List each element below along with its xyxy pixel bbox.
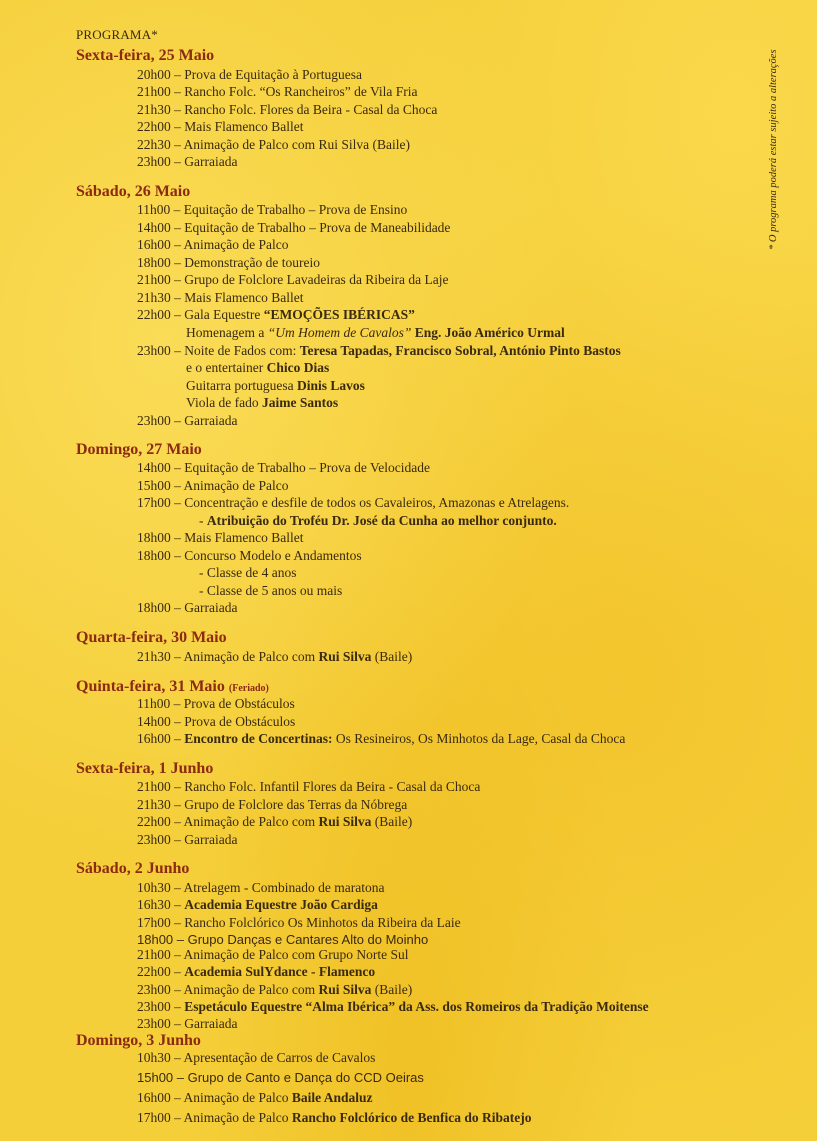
- event-line: 23h00 – Animação de Palco com Rui Silva (Baile): [137, 982, 413, 997]
- day-heading: Domingo, 27 Maio: [76, 441, 202, 458]
- day-heading: Sexta-feira, 1 Junho: [76, 760, 214, 777]
- event-line: 17h00 – Rancho Folclórico Os Minhotos da Ribeira da Laie: [137, 915, 461, 930]
- event-line: 20h00 – Prova de Equitação à Portuguesa: [137, 67, 362, 82]
- event-line: 22h00 – Gala Equestre “EMOÇÕES IBÉRICAS”: [137, 307, 415, 322]
- event-line: 18h00 – Demonstração de toureio: [137, 255, 320, 270]
- event-line: 15h00 – Grupo de Canto e Dança do CCD Oeiras: [137, 1070, 424, 1085]
- event-line: 18h00 – Grupo Danças e Cantares Alto do Moinho: [137, 932, 429, 947]
- event-line: 16h30 – Academia Equestre João Cardiga: [137, 897, 378, 912]
- event-line: 18h00 – Concurso Modelo e Andamentos: [137, 548, 362, 563]
- event-line: - Atribuição do Troféu Dr. José da Cunha ao melhor conjunto.: [199, 513, 557, 528]
- event-line: 16h00 – Animação de Palco: [137, 237, 289, 252]
- event-line: 17h00 – Concentração e desfile de todos os Cavaleiros, Amazonas e Atrelagens.: [137, 495, 570, 510]
- day-heading: Quinta-feira, 31 Maio (Feriado): [76, 678, 269, 695]
- event-line: 23h00 – Espetáculo Equestre “Alma Ibérica” da Ass. dos Romeiros da Tradição Moitense: [137, 999, 649, 1014]
- event-line: 18h00 – Garraiada: [137, 600, 238, 615]
- event-line: - Classe de 4 anos: [199, 565, 297, 580]
- event-line: 16h00 – Animação de Palco Baile Andaluz: [137, 1090, 373, 1105]
- event-line: 23h00 – Garraiada: [137, 832, 238, 847]
- event-line: 21h30 – Rancho Folc. Flores da Beira - Casal da Choca: [137, 102, 438, 117]
- event-line: 22h00 – Academia SulYdance - Flamenco: [137, 964, 376, 979]
- event-line: 21h00 – Rancho Folc. “Os Rancheiros” de Vila Fria: [137, 84, 418, 99]
- day-heading: Domingo, 3 Junho: [76, 1032, 201, 1049]
- event-line: 15h00 – Animação de Palco: [137, 478, 289, 493]
- event-line: 21h00 – Rancho Folc. Infantil Flores da Beira - Casal da Choca: [137, 779, 481, 794]
- event-line: 11h00 – Prova de Obstáculos: [137, 696, 295, 711]
- event-line: 22h00 – Animação de Palco com Rui Silva (Baile): [137, 814, 413, 829]
- event-line: 18h00 – Mais Flamenco Ballet: [137, 530, 304, 545]
- event-line: Guitarra portuguesa Dinis Lavos: [186, 378, 365, 393]
- event-line: 17h00 – Animação de Palco Rancho Folclórico de Benfica do Ribatejo: [137, 1110, 532, 1125]
- event-line: 10h30 – Atrelagem - Combinado de maratona: [137, 880, 385, 895]
- event-line: Viola de fado Jaime Santos: [186, 395, 339, 410]
- event-line: 14h00 – Equitação de Trabalho – Prova de Velocidade: [137, 460, 430, 475]
- event-line: 21h30 – Grupo de Folclore das Terras da Nóbrega: [137, 797, 408, 812]
- event-line: 16h00 – Encontro de Concertinas: Os Resineiros, Os Minhotos da Lage, Casal da Choca: [137, 731, 626, 746]
- event-line: 14h00 – Equitação de Trabalho – Prova de Maneabilidade: [137, 220, 451, 235]
- event-line: 10h30 – Apresentação de Carros de Cavalos: [137, 1050, 376, 1065]
- event-line: 21h00 – Grupo de Folclore Lavadeiras da Ribeira da Laje: [137, 272, 449, 287]
- event-line: 23h00 – Garraiada: [137, 1016, 238, 1031]
- event-line: 21h30 – Animação de Palco com Rui Silva (Baile): [137, 649, 413, 664]
- event-line: 22h00 – Mais Flamenco Ballet: [137, 119, 304, 134]
- event-line: 14h00 – Prova de Obstáculos: [137, 714, 296, 729]
- event-line: 23h00 – Noite de Fados com: Teresa Tapadas, Francisco Sobral, António Pinto Bastos: [137, 343, 621, 358]
- program-heading: PROGRAMA*: [76, 27, 158, 42]
- side-note: * O programa poderá estar sujeito a alterações: [768, 49, 779, 250]
- event-line: e o entertainer Chico Dias: [186, 360, 330, 375]
- event-line: 22h30 – Animação de Palco com Rui Silva (Baile): [137, 137, 410, 152]
- holiday-note: (Feriado): [228, 683, 269, 694]
- event-line: 11h00 – Equitação de Trabalho – Prova de Ensino: [137, 202, 408, 217]
- day-heading: Sábado, 26 Maio: [76, 183, 191, 200]
- day-heading: Sábado, 2 Junho: [76, 860, 190, 877]
- day-heading: Quarta-feira, 30 Maio: [76, 629, 227, 646]
- event-line: Homenagem a “Um Homem de Cavalos” Eng. João Américo Urmal: [186, 325, 565, 340]
- day-heading: Sexta-feira, 25 Maio: [76, 47, 215, 64]
- event-line: - Classe de 5 anos ou mais: [199, 583, 343, 598]
- event-line: 23h00 – Garraiada: [137, 154, 238, 169]
- event-line: 23h00 – Garraiada: [137, 413, 238, 428]
- event-line: 21h30 – Mais Flamenco Ballet: [137, 290, 304, 305]
- event-line: 21h00 – Animação de Palco com Grupo Norte Sul: [137, 947, 409, 962]
